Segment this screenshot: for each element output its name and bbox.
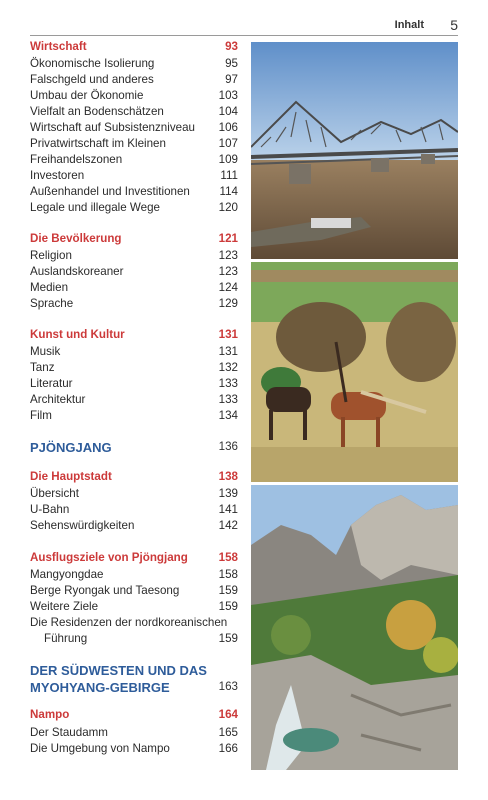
toc-label: Der Staudamm <box>30 726 108 739</box>
toc-label: Kunst und Kultur <box>30 328 125 341</box>
toc-page: 123 <box>218 265 238 278</box>
toc-label: Literatur <box>30 377 73 390</box>
toc-page: 123 <box>218 249 238 262</box>
toc-page: 106 <box>218 121 238 134</box>
toc-page: 159 <box>218 584 238 597</box>
toc-page: 114 <box>219 185 238 198</box>
toc-label: Auslandskoreaner <box>30 265 124 278</box>
toc-page: 166 <box>218 742 238 755</box>
toc-label: Ausflugsziele von Pjöngjang <box>30 551 188 564</box>
toc-page: 121 <box>218 232 238 245</box>
toc-page: 132 <box>218 361 238 374</box>
toc-label: Religion <box>30 249 72 262</box>
toc-page: 97 <box>225 73 238 86</box>
toc-label: U-Bahn <box>30 503 70 516</box>
toc-page: 139 <box>218 487 238 500</box>
toc-page: 133 <box>218 377 238 390</box>
toc-label: Die Residenzen der nordkoreanischen <box>30 616 228 629</box>
toc-page: 138 <box>218 470 238 483</box>
toc-page: 158 <box>218 551 238 564</box>
toc-label: Mangyongdae <box>30 568 104 581</box>
toc-page: 129 <box>218 297 238 310</box>
bridge-image <box>251 42 458 259</box>
oxen-photo <box>251 262 458 482</box>
toc-label: Freihandelszonen <box>30 153 123 166</box>
table-of-contents <box>30 0 238 800</box>
toc-page: 134 <box>218 409 238 422</box>
toc-page: 163 <box>218 680 238 693</box>
toc-label: Die Umgebung von Nampo <box>30 742 170 755</box>
bridge-photo <box>251 42 458 259</box>
toc-label: Wirtschaft auf Subsistenzniveau <box>30 121 195 134</box>
toc-page: 95 <box>225 57 238 70</box>
toc-page: 120 <box>218 201 238 214</box>
toc-label: Übersicht <box>30 487 79 500</box>
toc-label: Wirtschaft <box>30 40 87 53</box>
toc-page: 158 <box>218 568 238 581</box>
toc-label: DER SÜDWESTEN UND DAS <box>30 663 207 678</box>
mountain-image <box>251 485 458 770</box>
toc-label: Investoren <box>30 169 85 182</box>
toc-label: Vielfalt an Bodenschätzen <box>30 105 164 118</box>
toc-label: Weitere Ziele <box>30 600 99 613</box>
toc-page: 131 <box>218 328 238 341</box>
toc-page: 141 <box>218 503 238 516</box>
toc-page: 164 <box>218 708 238 721</box>
toc-page: 104 <box>218 105 238 118</box>
mountain-photo <box>251 485 458 770</box>
toc-label: Berge Ryongak und Taesong <box>30 584 180 597</box>
toc-page: 111 <box>220 169 238 182</box>
toc-page: 103 <box>218 89 238 102</box>
toc-page: 142 <box>218 519 238 532</box>
toc-label: Führung <box>44 632 88 645</box>
toc-page: 133 <box>218 393 238 406</box>
toc-label: Nampo <box>30 708 70 721</box>
toc-label: Die Hauptstadt <box>30 470 112 483</box>
toc-label: Die Bevölkerung <box>30 232 122 245</box>
toc-label: Musik <box>30 345 61 358</box>
toc-page: 124 <box>218 281 238 294</box>
toc-page: 107 <box>218 137 238 150</box>
toc-label: PJÖNGJANG <box>30 440 112 455</box>
toc-label: Privatwirtschaft im Kleinen <box>30 137 166 150</box>
toc-page: 109 <box>218 153 238 166</box>
toc-page: 131 <box>218 345 238 358</box>
toc-page: 136 <box>218 440 238 453</box>
oxen-image <box>251 262 458 482</box>
toc-label: Architektur <box>30 393 86 406</box>
toc-label: Legale und illegale Wege <box>30 201 160 214</box>
toc-label: Außenhandel und Investitionen <box>30 185 190 198</box>
toc-label: Sehenswürdigkeiten <box>30 519 135 532</box>
toc-page: 159 <box>218 600 238 613</box>
toc-page: 93 <box>225 40 238 53</box>
toc-page: 165 <box>218 726 238 739</box>
toc-label: Sprache <box>30 297 74 310</box>
header-page-number: 5 <box>450 17 458 33</box>
toc-label: MYOHYANG-GEBIRGE <box>30 680 170 695</box>
toc-label: Ökonomische Isolierung <box>30 57 155 70</box>
header-title: Inhalt <box>394 19 424 31</box>
toc-label: Umbau der Ökonomie <box>30 89 144 102</box>
toc-label: Tanz <box>30 361 55 374</box>
toc-label: Medien <box>30 281 69 294</box>
toc-label: Film <box>30 409 52 422</box>
toc-label: Falschgeld und anderes <box>30 73 154 86</box>
toc-page: 159 <box>218 632 238 645</box>
